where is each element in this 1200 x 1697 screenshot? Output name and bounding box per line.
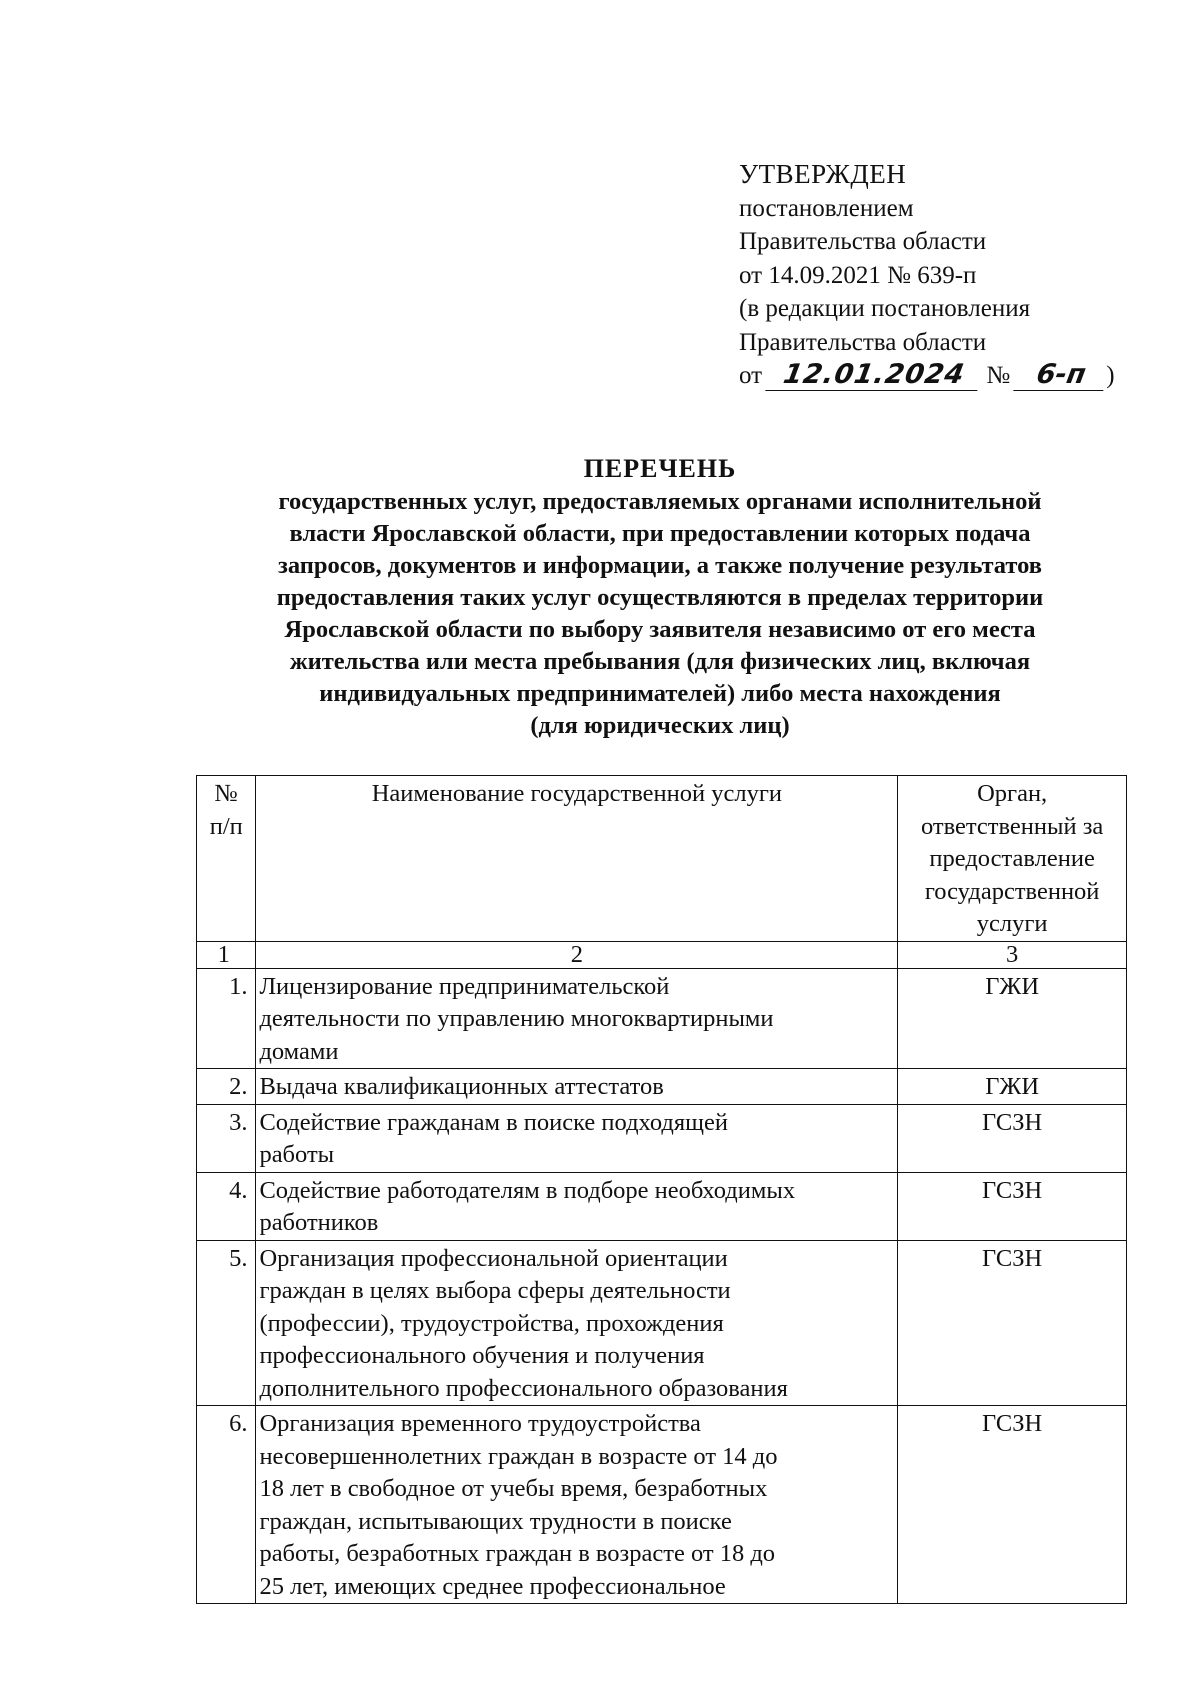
document-subtitle-line: запросов, документов и информации, а также получение результатов [277,552,1043,579]
table-row [197,968,1127,1069]
row-name-line: работы [259,1141,335,1168]
row-name-line: работников [259,1209,379,1236]
header-org-line: ответственный за [920,812,1104,840]
approval-heading: УТВЕРЖДЕН [739,159,907,189]
handwritten-date: 12.01.2024 [765,360,982,391]
row-name-line: Выдача квалификационных аттестатов [259,1073,664,1100]
row-name-line: домами [259,1037,339,1065]
row-name-line: Содействие работодателям в подборе необходимых [259,1176,796,1204]
row-name-line: 18 лет в свободное от учебы время, безработных [259,1475,768,1502]
row-name-cell [256,1172,898,1240]
row-name-line: Организация временного трудоустройства [259,1410,701,1437]
row-name-line: 25 лет, имеющих среднее профессиональное [259,1572,726,1600]
row-name-line: граждан, испытывающих трудности в поиске [259,1507,732,1535]
column-number-cell: 2 [256,941,898,968]
header-num-line: № [214,780,238,807]
document-subtitle-line: власти Ярославской области, при предоставлении которых подача [289,520,1031,547]
approval-line: от 14.09.2021 № 639-п [739,261,977,289]
document-subtitle-line: государственных услуг, предоставляемых органами исполнительной [278,488,1042,515]
row-org-cell: ГСЗН [898,1104,1127,1172]
row-name-cell [256,1406,898,1604]
document-subtitle-line: предоставления таких услуг осуществляются в пределах территории [276,584,1044,611]
handwritten-number: 6-п [1013,360,1108,391]
approval-revision-line [739,359,1115,393]
document-title-block [200,453,1120,742]
table-header-row [197,776,1127,942]
header-org-line: Орган, [977,780,1048,807]
table-row [197,1069,1127,1105]
header-org-cell [898,776,1127,942]
approval-from-prefix: от [739,362,763,389]
approval-block [739,158,1115,393]
approval-line: Правительства области [739,328,987,356]
row-num-cell: 5. [197,1240,256,1406]
header-num-line: п/п [209,812,243,840]
header-name-cell: Наименование государственной услуги [256,776,898,942]
row-name-cell [256,1104,898,1172]
document-subtitle-line: жительства или места пребывания (для физических лиц, включая [289,648,1031,675]
table-row [197,1104,1127,1172]
row-num-cell: 2. [197,1069,256,1105]
table-row [197,1172,1127,1240]
row-name-line: Лицензирование предпринимательской [259,972,670,1000]
document-subtitle-line: Ярославской области по выбору заявителя независимо от его места [284,616,1036,643]
row-name-cell [256,1240,898,1406]
header-org-line: услуги [976,910,1048,937]
row-num-cell: 3. [197,1104,256,1172]
row-name-line: (профессии), трудоустройства, прохождения [259,1309,724,1337]
row-num-cell: 6. [197,1406,256,1604]
column-number-cell: 1 [197,941,256,968]
row-num-cell: 1. [197,968,256,1069]
number-sign: № [986,362,1011,389]
document-subtitle-line: (для юридических лиц) [530,712,790,739]
row-name-line: Организация профессиональной ориентации [259,1244,728,1272]
closing-paren: ) [1106,362,1115,389]
header-num-cell [197,776,256,942]
row-org-cell: ГСЗН [898,1406,1127,1604]
header-org-line: государственной [924,877,1100,905]
document-title: ПЕРЕЧЕНЬ [583,454,737,483]
row-name-line: дополнительного профессионального образования [259,1374,788,1402]
table-row [197,1240,1127,1406]
document-subtitle-line: индивидуальных предпринимателей) либо места нахождения [319,680,1001,707]
row-org-cell: ГЖИ [898,968,1127,1069]
approval-line: Правительства области [739,228,987,255]
row-name-line: Содействие гражданам в поиске подходящей [259,1108,728,1136]
row-name-line: профессионального обучения и получения [259,1342,705,1369]
column-number-cell: 3 [898,941,1127,968]
row-org-cell: ГСЗН [898,1240,1127,1406]
row-name-line: работы, безработных граждан в возрасте от 18 до [259,1540,776,1567]
row-name-cell [256,1069,898,1105]
table-row [197,1406,1127,1604]
approval-line: постановлением [739,194,914,222]
row-org-cell: ГЖИ [898,1069,1127,1105]
row-org-cell: ГСЗН [898,1172,1127,1240]
row-num-cell: 4. [197,1172,256,1240]
row-name-line: граждан в целях выбора сферы деятельности [259,1277,731,1304]
header-org-line: предоставление [929,845,1095,872]
approval-line: (в редакции постановления [739,295,1031,322]
row-name-line: деятельности по управлению многоквартирными [259,1005,774,1032]
services-table [196,775,1127,1604]
row-name-line: несовершеннолетних граждан в возрасте от 14 до [259,1442,778,1470]
row-name-cell [256,968,898,1069]
column-number-row [197,941,1127,968]
